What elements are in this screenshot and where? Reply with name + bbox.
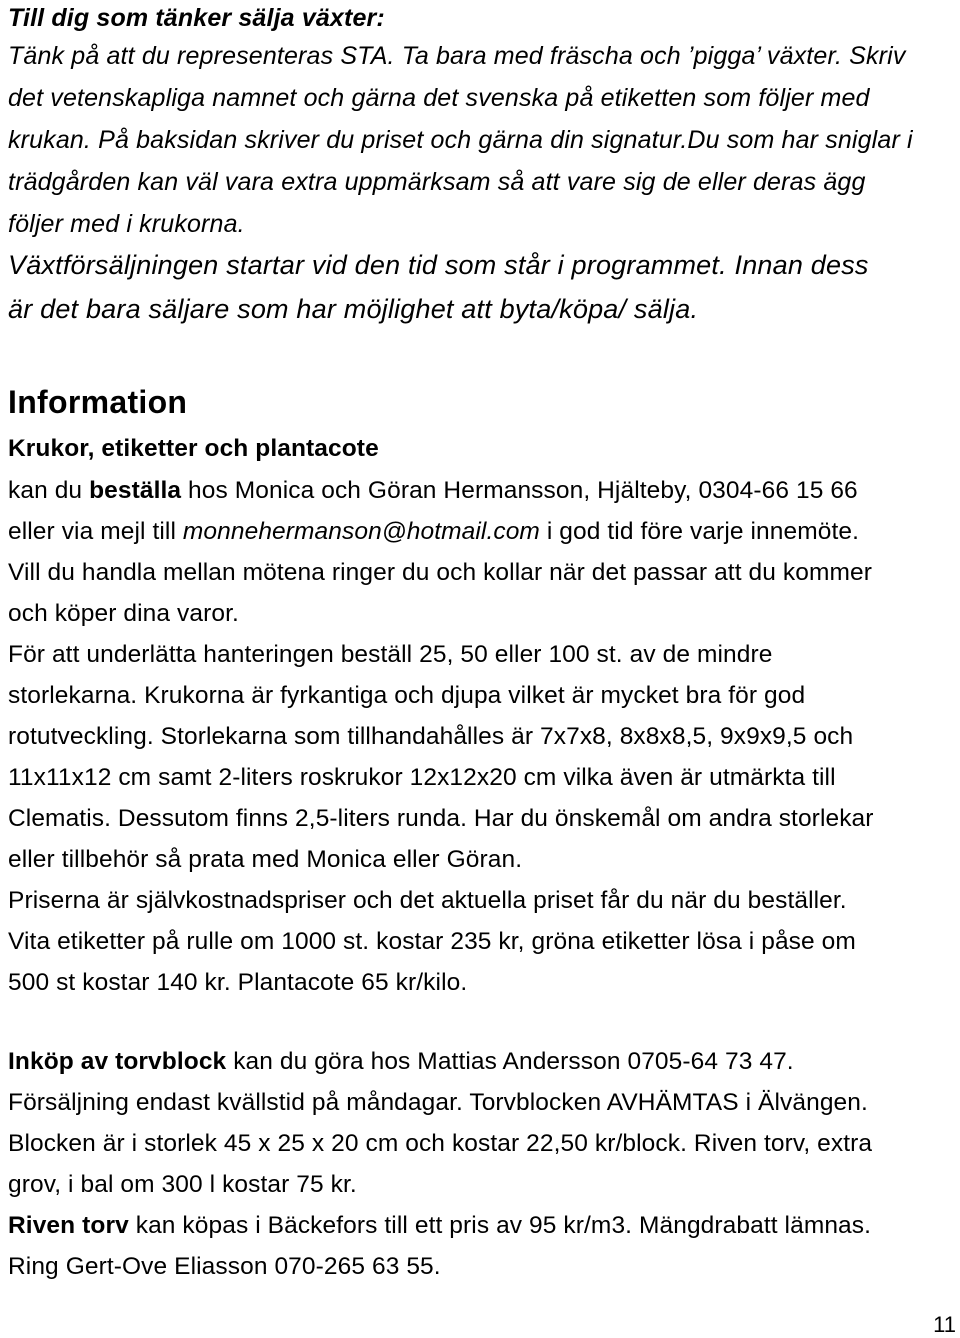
line-text: i god tid före varje innemöte. <box>539 518 859 545</box>
information-line: 500 st kostar 140 kr. Plantacote 65 kr/kilo. <box>8 969 468 996</box>
information-line <box>8 479 858 504</box>
line-text: kan du göra hos Mattias Andersson 0705-64 73 47. <box>226 1048 794 1075</box>
information-line: rotutveckling. Storlekarna som tillhandahålles är 7x7x8, 8x8x8,5, 9x9x9,5 och <box>8 723 854 750</box>
information-line: och köper dina varor. <box>8 600 239 627</box>
torvblock-line <box>8 1050 794 1075</box>
line-text: eller via mejl till <box>8 518 183 545</box>
information-line: Priserna är självkostnadspriser och det aktuella priset får du när du beställer. <box>8 887 847 914</box>
information-line: storlekarna. Krukorna är fyrkantiga och djupa vilket är mycket bra för god <box>8 682 806 709</box>
intro-line: följer med i krukorna. <box>8 210 245 238</box>
order-emphasis: beställa <box>89 477 182 504</box>
information-line <box>8 520 859 545</box>
information-line: Clematis. Dessutom finns 2,5-liters runda. Har du önskemål om andra storlekar <box>8 805 874 832</box>
information-line: eller tillbehör så prata med Monica eller Göran. <box>8 846 523 873</box>
torvblock-line: grov, i bal om 300 l kostar 75 kr. <box>8 1171 357 1198</box>
riven-torv-line <box>8 1214 871 1239</box>
intro-line: det vetenskapliga namnet och gärna det svenska på etiketten som följer med <box>8 84 870 112</box>
sale-line: Växtförsäljningen startar vid den tid som står i programmet. Innan dess <box>8 250 869 280</box>
information-subheading: Krukor, etiketter och plantacote <box>8 435 379 462</box>
information-line: För att underlätta hanteringen beställ 25, 50 eller 100 st. av de mindre <box>8 641 773 668</box>
intro-line: krukan. På baksidan skriver du priset och gärna din signatur.Du som har sniglar i <box>8 126 913 154</box>
intro-heading: Till dig som tänker sälja växter: <box>8 4 385 32</box>
contact-line: Ring Gert-Ove Eliasson 070-265 63 55. <box>8 1253 441 1280</box>
page-number: 11 <box>933 1312 956 1337</box>
torvblock-line: Blocken är i storlek 45 x 25 x 20 cm och kostar 22,50 kr/block. Riven torv, extra <box>8 1130 873 1157</box>
information-heading: Information <box>8 384 188 420</box>
line-text: hos Monica och Göran Hermansson, Hjälteby, 0304-66 15 66 <box>181 477 858 504</box>
information-line: Vill du handla mellan mötena ringer du och kollar när det passar att du kommer <box>8 559 872 586</box>
intro-line: Tänk på att du representeras STA. Ta bara med fräscha och ’pigga’ växter. Skriv <box>8 42 906 70</box>
intro-line: trädgården kan väl vara extra uppmärksam så att vare sig de eller deras ägg <box>8 168 866 196</box>
torvblock-heading: Inköp av torvblock <box>8 1048 227 1075</box>
email-link[interactable]: monnehermanson@hotmail.com <box>182 518 540 545</box>
line-text: kan köpas i Bäckefors till ett pris av 95 kr/m3. Mängdrabatt lämnas. <box>128 1212 872 1239</box>
sale-line: är det bara säljare som har möjlighet att byta/köpa/ sälja. <box>8 294 699 324</box>
information-line: Vita etiketter på rulle om 1000 st. kostar 235 kr, gröna etiketter lösa i påse om <box>8 928 856 955</box>
torvblock-line: Försäljning endast kvällstid på måndagar. Torvblocken AVHÄMTAS i Älvängen. <box>8 1089 868 1116</box>
information-line: 11x11x12 cm samt 2-liters roskrukor 12x12x20 cm vilka även är utmärkta till <box>8 764 836 791</box>
riven-torv-heading: Riven torv <box>8 1212 129 1239</box>
line-text: kan du <box>8 477 90 504</box>
